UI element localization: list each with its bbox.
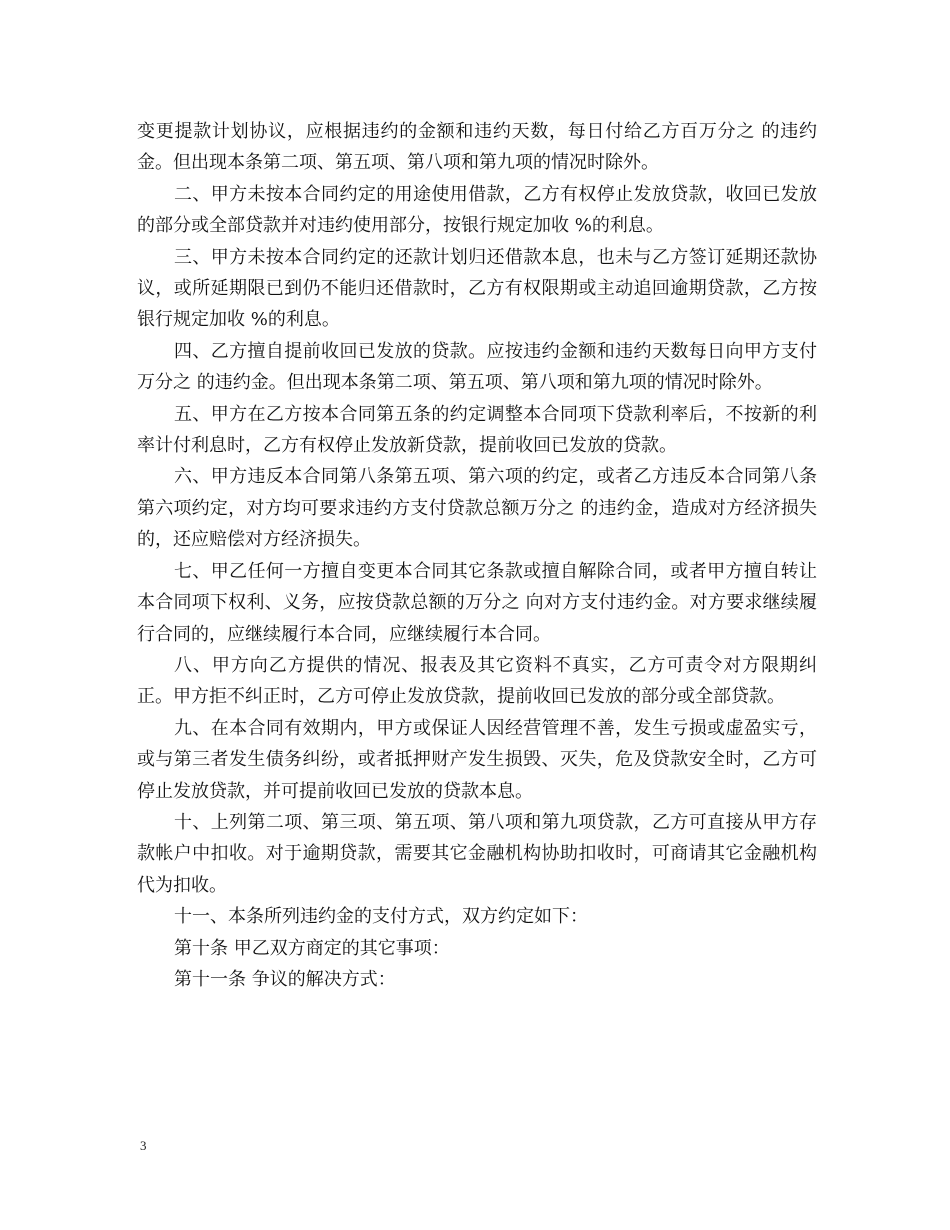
document-body: [137, 116, 817, 995]
paragraph-item-3: 三、甲方未按本合同约定的还款计划归还借款本息，也未与乙方签订延期还款协议，或所延期限已到仍不能归还借款时，乙方有权限期或主动追回逾期贷款，乙方按银行规定加收 %的利息。: [137, 246, 817, 331]
paragraph-item-9: 九、在本合同有效期内，甲方或保证人因经营管理不善，发生亏损或虚盈实亏，或与第三者发生债务纠纷，或者抵押财产发生损毁、灭失，危及贷款安全时，乙方可停止发放贷款，并可提前收回已发放的贷款本息。: [137, 717, 817, 802]
paragraph-item-8: 八、甲方向乙方提供的情况、报表及其它资料不真实，乙方可责令对方限期纠正。甲方拒不纠正时，乙方可停止发放贷款，提前收回已发放的部分或全部贷款。: [137, 654, 817, 708]
paragraph-item-6: 六、甲方违反本合同第八条第五项、第六项的约定，或者乙方违反本合同第八条第六项约定，对方均可要求违约方支付贷款总额万分之 的违约金，造成对方经济损失的，还应赔偿对方经济损失。: [137, 466, 817, 551]
page-number: 3: [140, 1138, 147, 1153]
paragraph-continuation: 变更提款计划协议，应根据违约的金额和违约天数，每日付给乙方百万分之 的违约金。但出现本条第二项、第五项、第八项和第九项的情况时除外。: [137, 121, 817, 174]
paragraph-item-10: 十、上列第二项、第三项、第五项、第八项和第九项贷款，乙方可直接从甲方存款帐户中扣收。对于逾期贷款，需要其它金融机构协助扣收时，可商请其它金融机构代为扣收。: [137, 811, 817, 896]
paragraph-item-4: 四、乙方擅自提前收回已发放的贷款。应按违约金额和违约天数每日向甲方支付万分之 的违约金。但出现本条第二项、第五项、第八项和第九项的情况时除外。: [137, 340, 817, 394]
article-10-heading: 第十条 甲乙双方商定的其它事项：: [174, 937, 450, 959]
paragraph-item-7: 七、甲乙任何一方擅自变更本合同其它条款或擅自解除合同，或者甲方擅自转让本合同项下权利、义务，应按贷款总额的万分之 向对方支付违约金。对方要求继续履行合同的，应继续履行本合同，应继续履行本合同。: [137, 560, 817, 645]
paragraph-item-5: 五、甲方在乙方按本合同第五条的约定调整本合同项下贷款利率后，不按新的利率计付利息时，乙方有权停止发放新贷款，提前收回已发放的贷款。: [137, 403, 817, 457]
paragraph-item-2: 二、甲方未按本合同约定的用途使用借款，乙方有权停止发放贷款，收回已发放的部分或全部贷款并对违约使用部分，按银行规定加收 %的利息。: [137, 183, 817, 237]
paragraph-item-11: 十一、本条所列违约金的支付方式，双方约定如下：: [174, 906, 588, 928]
article-11-heading: 第十一条 争议的解决方式：: [174, 968, 396, 990]
